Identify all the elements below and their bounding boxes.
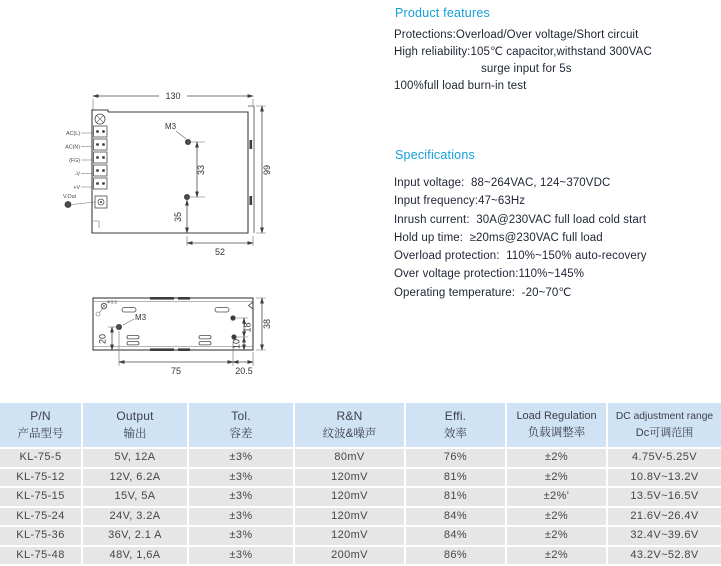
column-header-efficiency	[406, 403, 507, 449]
spec-line: Overload protection: 110%~150% auto-recovery	[394, 250, 647, 263]
column-header-zh: 输出	[123, 428, 147, 440]
column-header-pn	[0, 403, 83, 449]
column-header-ripple-noise	[295, 403, 406, 449]
table-cell: 200mV	[295, 547, 406, 566]
spec-line: Over voltage protection:110%~145%	[394, 268, 585, 281]
table-cell: 76%	[406, 449, 507, 469]
table-cell: 13.5V~16.5V	[608, 488, 721, 508]
table-cell-pn: KL-75-24	[0, 508, 83, 528]
front-dim-hole-edge	[187, 236, 253, 257]
table-cell: 10.8V~13.2V	[608, 469, 721, 489]
column-header-zh: 负载调整率	[527, 427, 586, 439]
dim-52-label: 52	[214, 247, 226, 257]
column-header-zh: Dc可调范围	[635, 426, 694, 439]
column-header-en: P/N	[30, 409, 51, 423]
bottom-case-outline	[93, 297, 253, 351]
table-cell: ±2%	[507, 469, 608, 489]
terminal-strip	[94, 126, 108, 208]
table-cell: 12V, 6.2A	[83, 469, 189, 489]
table-cell: ±2%	[507, 527, 608, 547]
table-cell: ±3%	[189, 508, 295, 528]
table-cell: ±3%	[189, 527, 295, 547]
front-view-drawing	[55, 80, 277, 265]
terminal-label-posv: +V	[73, 185, 80, 191]
bottom-right-holes	[230, 315, 236, 339]
terminal-label-acl: AC(L)	[66, 131, 80, 137]
table-cell: 81%	[406, 488, 507, 508]
dim-35-label: 35	[173, 211, 183, 223]
table-cell: 120mV	[295, 527, 406, 547]
spec-line: Input voltage: 88~264VAC, 124~370VDC	[394, 177, 611, 189]
front-mounting-holes	[165, 122, 191, 200]
table-cell: ±2%'	[507, 488, 608, 508]
spec-line: Hold up time: ≥20ms@230VAC full load	[394, 231, 603, 244]
column-header-zh: 纹波&噪声	[322, 428, 377, 440]
table-cell: 120mV	[295, 508, 406, 528]
column-header-zh: 效率	[444, 428, 467, 440]
dim-33-label: 33	[196, 164, 206, 176]
column-header-en: Tol.	[231, 409, 251, 423]
table-cell: ±2%	[507, 508, 608, 528]
bottom-m3-label: M3	[135, 313, 147, 322]
bottom-dim-right	[232, 318, 253, 350]
table-cell: 5V, 12A	[83, 449, 189, 469]
feature-line: 100%full load burn-in test	[394, 80, 527, 92]
table-cell: 24V, 3.2A	[83, 508, 189, 528]
features-lines	[394, 27, 721, 95]
table-cell: 84%	[406, 508, 507, 528]
table-cell: ±2%	[507, 449, 608, 469]
feature-line: High reliability:105℃ capacitor,withstand 300VAC	[394, 46, 652, 58]
front-m3-label: M3	[165, 122, 177, 131]
bottom-dim-depth	[256, 298, 272, 350]
bottom-corner-hole	[96, 300, 117, 317]
table-cell: 80mV	[295, 449, 406, 469]
column-header-zh: 产品型号	[17, 428, 64, 440]
table-cell-pn: KL-75-48	[0, 547, 83, 566]
column-header-en: Effi.	[444, 409, 467, 423]
table-cell-pn: KL-75-36	[0, 527, 83, 547]
bottom-m3-hole	[116, 313, 147, 330]
feature-line: surge input for 5s	[481, 63, 572, 75]
dim-20-label: 20	[97, 333, 108, 345]
table-cell: ±2%	[507, 547, 608, 566]
table-cell: 32.4V~39.6V	[608, 527, 721, 547]
spec-table	[0, 403, 721, 566]
table-cell: 120mV	[295, 488, 406, 508]
table-cell: 86%	[406, 547, 507, 566]
dim-130-label: 130	[165, 91, 181, 101]
specifications-heading: Specifications	[395, 148, 475, 162]
terminal-label-negv: -V	[74, 171, 80, 178]
screw-head-icon	[95, 114, 105, 124]
voltage-adjust-label: V.Out	[62, 194, 76, 200]
column-header-output	[83, 403, 189, 449]
spec-line: Input frequency:47~63Hz	[394, 195, 526, 208]
terminal-label-acn: AC(N)	[65, 144, 80, 151]
front-dim-height	[256, 106, 272, 233]
table-cell: 84%	[406, 527, 507, 547]
front-dim-hole-spacing	[190, 142, 206, 197]
table-cell: 15V, 5A	[83, 488, 189, 508]
spec-line: Inrush current: 30A@230VAC full load cold start	[394, 213, 647, 226]
table-cell-pn: KL-75-5	[0, 449, 83, 469]
feature-line: Protections:Overload/Over voltage/Short circuit	[394, 29, 639, 41]
front-dim-hole-bottom	[173, 200, 187, 233]
table-cell: 120mV	[295, 469, 406, 489]
dim-10-label: 10	[231, 338, 242, 350]
dim-20-5-label: 20.5	[235, 366, 253, 376]
specs-lines	[394, 174, 721, 302]
product-features-section	[394, 6, 721, 95]
dim-99-label: 99	[262, 164, 272, 176]
bottom-view-drawing	[70, 288, 295, 388]
table-cell: 4.75V-5.25V	[608, 449, 721, 469]
column-header-en: R&N	[336, 409, 363, 423]
column-header-load-regulation	[507, 403, 608, 449]
front-dim-width	[93, 89, 253, 110]
column-header-dc-range	[608, 403, 721, 449]
terminal-labels	[63, 131, 95, 208]
column-header-zh: 容差	[229, 428, 253, 440]
spec-line: Operating temperature: -20~70℃	[394, 286, 572, 299]
column-header-en: Output	[116, 409, 154, 423]
hole-diameter-label: Φ3.5	[107, 299, 117, 305]
table-cell: ±3%	[189, 488, 295, 508]
table-cell-pn: KL-75-12	[0, 469, 83, 489]
table-cell: ±3%	[189, 547, 295, 566]
table-cell: 36V, 2.1 A	[83, 527, 189, 547]
dim-18-label: 18	[242, 322, 253, 333]
column-header-en: Load Regulation	[516, 410, 597, 422]
table-cell: ±3%	[189, 469, 295, 489]
product-features-heading: Product features	[395, 6, 490, 20]
table-cell: ±3%	[189, 449, 295, 469]
table-cell: 43.2V~52.8V	[608, 547, 721, 566]
table-cell: 81%	[406, 469, 507, 489]
column-header-en: DC adjustment range	[615, 410, 714, 422]
specifications-section	[394, 148, 721, 302]
terminal-label-fg: (FG)	[69, 158, 80, 164]
table-cell-pn: KL-75-15	[0, 488, 83, 508]
dim-38-label: 38	[262, 318, 272, 330]
table-cell: 21.6V~26.4V	[608, 508, 721, 528]
table-cell: 48V, 1,6A	[83, 547, 189, 566]
dim-75-label: 75	[170, 366, 182, 376]
column-header-tolerance	[189, 403, 295, 449]
